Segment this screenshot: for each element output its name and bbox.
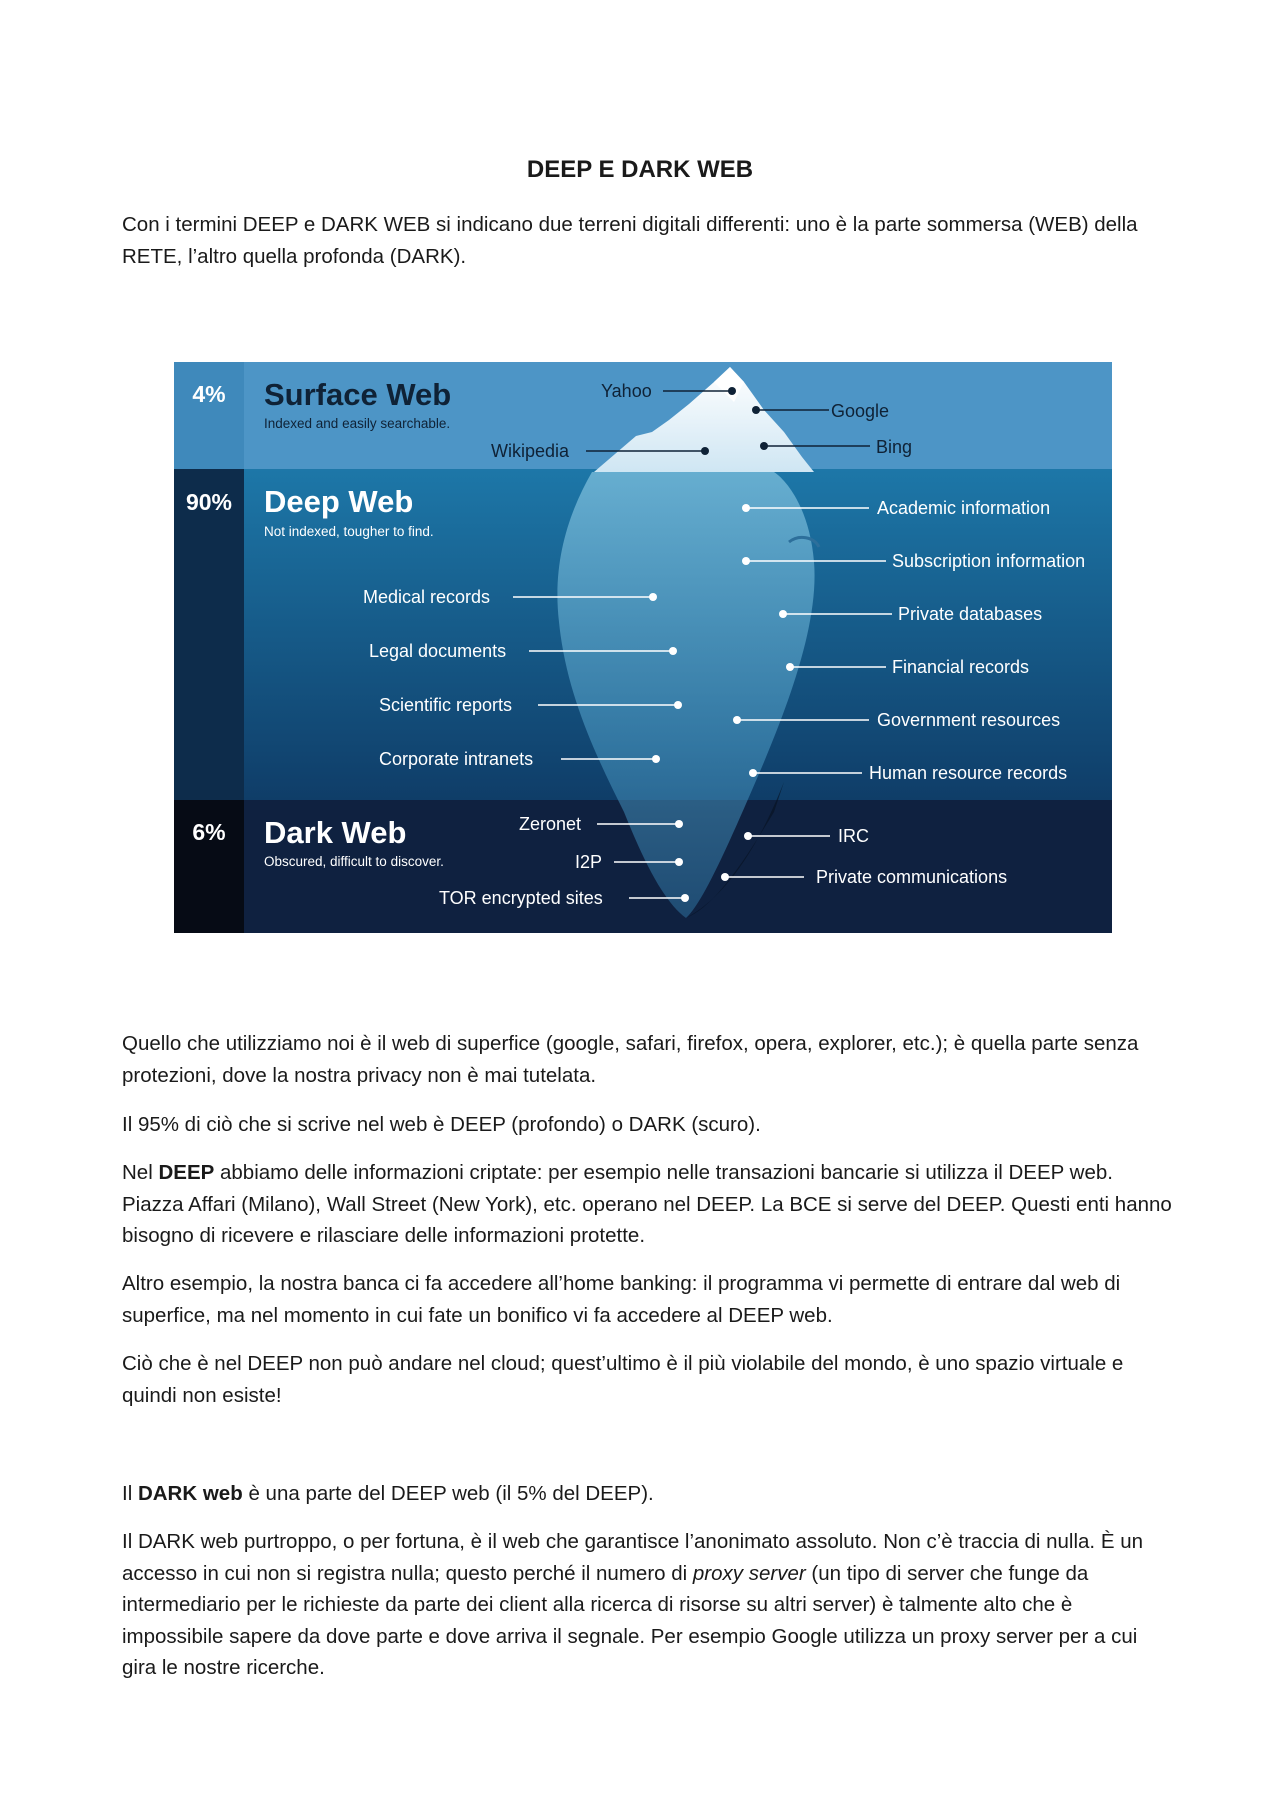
svg-text:Yahoo: Yahoo bbox=[601, 381, 652, 401]
svg-text:Private communications: Private communications bbox=[816, 867, 1008, 887]
svg-text:Medical records: Medical records bbox=[363, 587, 491, 607]
deep-bold: DEEP bbox=[158, 1161, 215, 1184]
svg-text:IRC: IRC bbox=[838, 826, 869, 846]
svg-text:Financial records: Financial records bbox=[892, 657, 1030, 677]
deep-title: Deep Web bbox=[264, 484, 414, 519]
svg-text:Subscription information: Subscription information bbox=[892, 551, 1086, 571]
svg-text:TOR encrypted sites: TOR encrypted sites bbox=[439, 888, 603, 908]
dark-title: Dark Web bbox=[264, 815, 407, 850]
surface-subtitle: Indexed and easily searchable. bbox=[264, 416, 451, 431]
svg-text:Google: Google bbox=[831, 401, 890, 421]
svg-text:Bing: Bing bbox=[876, 437, 913, 457]
paragraph-percentage: Il 95% di ciò che si scrive nel web è DEEP (profondo) o DARK (scuro). bbox=[122, 1113, 761, 1136]
intro-paragraph: Con i termini DEEP e DARK WEB si indicano due terreni digitali differenti: uno è la parte sommersa (WEB) della RETE, l’altro quella profonda (DARK). bbox=[122, 213, 1138, 268]
svg-text:Government resources: Government resources bbox=[877, 710, 1061, 730]
paragraph-cloud: Ciò che è nel DEEP non può andare nel cloud; quest’ultimo è il più violabile del mondo, è uno spazio virtuale e quindi non esiste! bbox=[122, 1352, 1124, 1407]
deep-percent: 90% bbox=[185, 489, 233, 515]
dark-web-bold: DARK web bbox=[137, 1482, 243, 1505]
surface-percent: 4% bbox=[192, 381, 226, 407]
surface-title: Surface Web bbox=[264, 377, 452, 412]
paragraph-anonymity: Il DARK web purtroppo, o per fortuna, è il web che garantisce l’anonimato assoluto. Non c’è traccia di nulla. È un accesso in cui non si registra nulla; questo perché il numero di proxy server (un tipo di server che funge da intermediario per le richieste da parte dei client alla ricerca di risorse su altri server) è talmente alto che è impossibile sapere da dove parte e dove arriva il segnale. Per esempio Google utilizza un proxy server per a cui gira le nostre ricerche. bbox=[122, 1530, 1143, 1679]
page-title: DEEP E DARK WEB bbox=[526, 156, 754, 183]
svg-text:Human resource records: Human resource records bbox=[869, 763, 1068, 783]
paragraph-surface-web: Quello che utilizziamo noi è il web di superfice (google, safari, firefox, opera, explorer, etc.); è quella parte senza protezioni, dove la nostra privacy non è mai tutelata. bbox=[122, 1032, 1139, 1087]
svg-text:Scientific reports: Scientific reports bbox=[379, 695, 513, 715]
svg-text:Academic information: Academic information bbox=[877, 498, 1051, 518]
iceberg-infographic bbox=[174, 362, 1112, 933]
svg-text:Wikipedia: Wikipedia bbox=[491, 441, 570, 461]
paragraph-home-banking: Altro esempio, la nostra banca ci fa accedere all’home banking: il programma vi permette di entrare dal web di superfice, ma nel momento in cui fate un bonifico vi fa accedere al DEEP web. bbox=[122, 1272, 1121, 1327]
svg-text:Corporate intranets: Corporate intranets bbox=[379, 749, 534, 769]
dark-subtitle: Obscured, difficult to discover. bbox=[264, 854, 444, 869]
dark-percent: 6% bbox=[192, 819, 226, 845]
svg-text:Zeronet: Zeronet bbox=[519, 814, 582, 834]
svg-text:I2P: I2P bbox=[575, 852, 603, 872]
svg-text:Private databases: Private databases bbox=[898, 604, 1043, 624]
svg-text:Legal documents: Legal documents bbox=[369, 641, 507, 661]
deep-subtitle: Not indexed, tougher to find. bbox=[264, 524, 434, 539]
paragraph-dark-web-share: Il DARK web è una parte del DEEP web (il 5% del DEEP). bbox=[122, 1482, 654, 1505]
proxy-server-italic: proxy server bbox=[692, 1561, 806, 1585]
paragraph-deep-info: Nel DEEP abbiamo delle informazioni criptate: per esempio nelle transazioni bancarie si utilizza il DEEP web. Piazza Affari (Milano), Wall Street (New York), etc. operano nel DEEP. La BCE si serve del DEEP. Questi enti hanno bisogno di ricevere e rilasciare delle informazioni protette. bbox=[122, 1161, 1172, 1247]
